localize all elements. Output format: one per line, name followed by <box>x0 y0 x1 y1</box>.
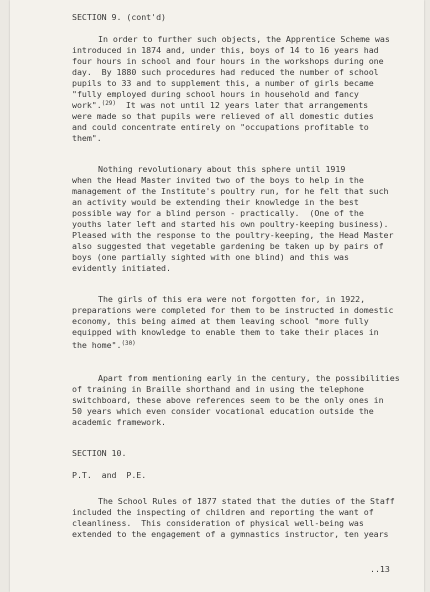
paragraph-1-line-1: In order to further such objects, the Apprentice Scheme was <box>98 34 390 44</box>
document-page <box>10 0 424 592</box>
section-10-line-3: cleanliness. This consideration of physical well-being was <box>72 518 364 528</box>
paragraph-2-line-3: management of the Institute's poultry run, for he felt that such <box>72 186 389 196</box>
paragraph-1-line-6: "fully employed during school hours in household and fancy <box>72 89 359 99</box>
paragraph-1-line-10: them". <box>72 133 102 143</box>
paragraph-1-line-5: pupils to 33 and to supplement this, a number of girls became <box>72 78 374 88</box>
paragraph-2-line-10: evidently initiated. <box>72 263 171 273</box>
paragraph-3-line-2: preparations were completed for them to be instructed in domestic <box>72 305 394 315</box>
paragraph-3-line-5-text: the home". <box>72 340 122 350</box>
paragraph-2-line-4: an activity would be extending their knowledge in the best <box>72 197 359 207</box>
paragraph-4-line-5: academic framework. <box>72 417 166 427</box>
paragraph-2-line-7: Pleased with the response to the poultry-keeping, the Head Master <box>72 230 394 240</box>
paragraph-1-line-9: and could concentrate entirely on "occupations profitable to <box>72 122 369 132</box>
paragraph-3-line-4: equipped with knowledge to enable them to take their places in <box>72 327 379 337</box>
section-10-heading: SECTION 10. <box>72 448 127 458</box>
paragraph-3-line-5 <box>72 340 136 352</box>
paragraph-4-line-4: 50 years which even consider vocational education outside the <box>72 406 374 416</box>
section-header: SECTION 9. (cont'd) <box>72 12 166 22</box>
paragraph-4-line-2: of training in Braille shorthand and in using the telephone <box>72 384 364 394</box>
paragraph-2-line-8: also suggested that vegetable gardening be taken up by pairs of <box>72 241 384 251</box>
paragraph-1-line-7-start: work". <box>72 100 102 110</box>
paragraph-3-line-1: The girls of this era were not forgotten for, in 1922, <box>98 294 366 304</box>
paragraph-1-line-2: introduced in 1874 and, under this, boys of 14 to 16 years had <box>72 45 379 55</box>
section-10-subheading: P.T. and P.E. <box>72 470 147 480</box>
paragraph-1-line-8: were made so that pupils were relieved of all domestic duties <box>72 111 374 121</box>
paragraph-1-line-7-end: It was not until 12 years later that arrangements <box>125 100 369 110</box>
section-10-line-1: The School Rules of 1877 stated that the duties of the Staff <box>98 496 395 506</box>
section-10-line-2: included the inspecting of children and reporting the want of <box>72 507 374 517</box>
section-10-line-4: extended to the engagement of a gymnastics instructor, ten years <box>72 529 389 539</box>
paragraph-4-line-3: switchboard, these above references seem to be the only ones in <box>72 395 384 405</box>
paragraph-2-line-5: possible way for a blind person - practically. (One of the <box>72 208 364 218</box>
page-number: ..13 <box>370 564 390 574</box>
footnote-30: (30) <box>121 340 136 347</box>
paragraph-3-line-3: economy, this being aimed at them leaving school "more fully <box>72 316 369 326</box>
paragraph-1-line-4: day. By 1880 such procedures had reduced the number of school <box>72 67 379 77</box>
paragraph-2-line-6: youths later left and started his own poultry-keeping business). <box>72 219 389 229</box>
footnote-29: (29) <box>101 100 116 107</box>
paragraph-2-line-2: when the Head Master invited two of the boys to help in the <box>72 175 364 185</box>
paragraph-2-line-1: Nothing revolutionary about this sphere until 1919 <box>98 164 346 174</box>
paragraph-4-line-1: Apart from mentioning early in the century, the possibilities <box>98 373 400 383</box>
paragraph-1-line-3: four hours in school and four hours in the workshops during one <box>72 56 384 66</box>
paragraph-2-line-9: boys (one partially sighted with one blind) and this was <box>72 252 349 262</box>
